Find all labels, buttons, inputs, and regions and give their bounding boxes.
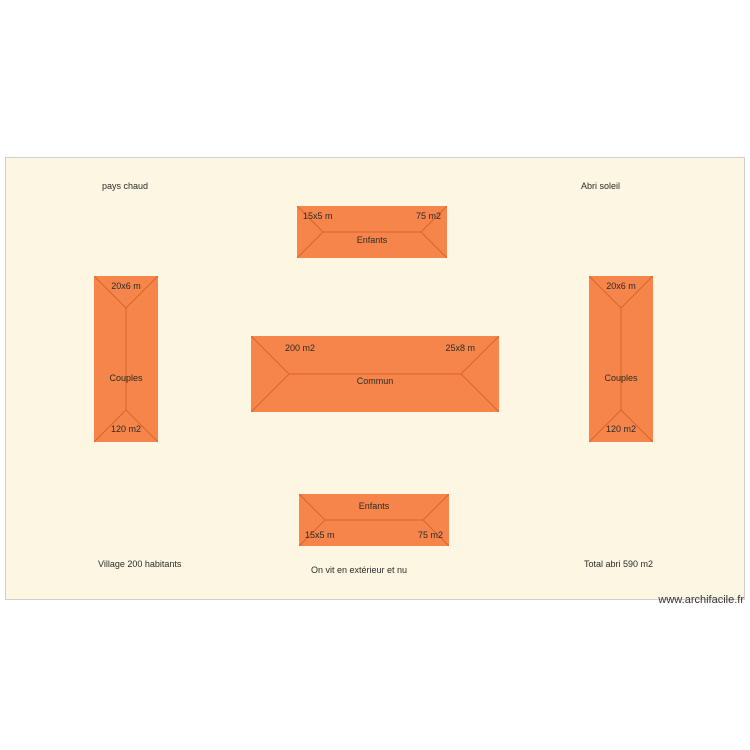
room-dimension: 15x5 m [305,530,335,540]
room-name: Enfants [356,235,388,245]
room-area: 120 m2 [110,424,142,434]
room-name: Couples [604,373,638,383]
note-village: Village 200 habitants [98,559,182,569]
room-enfants-haut[interactable] [297,206,447,258]
room-area: 120 m2 [605,424,637,434]
room-area: 75 m2 [417,530,443,540]
watermark-archifacile: www.archifacile.fr [658,594,744,606]
room-name: Enfants [358,501,390,511]
room-name: Couples [109,373,143,383]
room-area: 200 m2 [285,343,316,353]
room-dimension: 25x8 m [445,343,475,353]
room-couples-gauche[interactable] [94,276,158,442]
room-commun[interactable] [251,336,499,412]
room-area: 75 m2 [415,211,441,221]
room-dimension: 20x6 m [111,281,141,291]
room-couples-droite[interactable] [589,276,653,442]
room-dimension: 15x5 m [303,211,333,221]
note-pays-chaud: pays chaud [102,181,149,191]
roof-lines-icon [94,276,158,442]
floor-plan-canvas[interactable] [5,157,745,600]
room-name: Commun [356,376,394,386]
roof-lines-icon [589,276,653,442]
note-exterieur: On vit en extérieur et nu [311,565,408,575]
room-dimension: 20x6 m [606,281,636,291]
room-enfants-bas[interactable] [299,494,449,546]
note-total-abri: Total abri 590 m2 [584,559,654,569]
note-abri-soleil: Abri soleil [581,181,621,191]
